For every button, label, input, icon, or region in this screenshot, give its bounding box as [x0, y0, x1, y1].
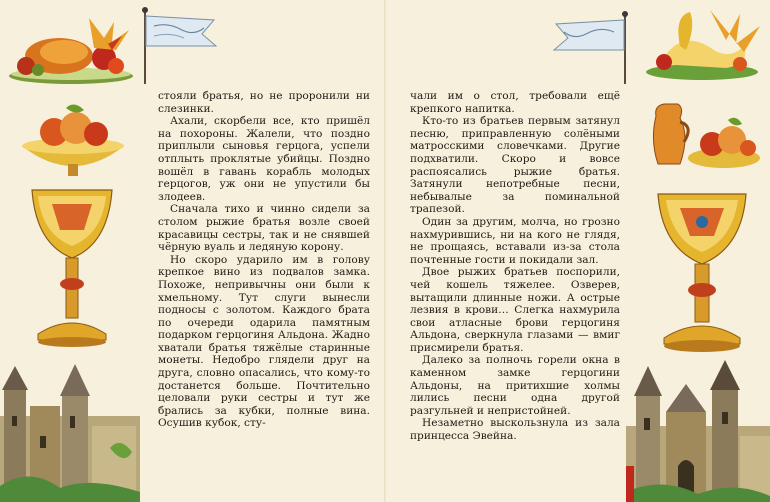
blue-pennant-banner-illustration [138, 6, 218, 84]
ornate-golden-goblet-illustration [650, 186, 754, 358]
golden-goblet-illustration [24, 184, 120, 354]
right-paragraph-2: Кто-то из братьев первым затянул песню, приправленную солёными матросскими словечками. Другие подхватили. Скоро и вовсе распоясались рыжие братья. Затянули непотребные песни, небывалые за поминальной трапезой. [410, 115, 620, 216]
right-paragraph-1: чали им о стол, требовали ещё крепкого напитка. [410, 90, 620, 115]
left-paragraph-3: Сначала тихо и чинно сидели за столом рыжие братья возле своей красавицы сестры, так и не снявшей чёрную вуаль и ледяную корону. [158, 203, 370, 254]
left-paragraph-4: Но скоро ударило им в голову крепкое вино из подвалов замка. Похоже, непривычны они были к хмельному. Тут слуги вынесли подносы с золотом. Каждого брата по очереди одарила памятным подарком герцогиня Альдона. Жадно хватали братья тяжёлые старинные монеты. Недобро глядели друг на друга, словно опасались, что кому-то достанется больше. Почтительно целовали руки сестры и тут же брались за кубки, полные вина. Осушив кубок, сту- [158, 253, 370, 430]
page-gutter [384, 0, 386, 502]
left-page-text [158, 90, 370, 430]
blue-pennant-banner-right-illustration [552, 10, 632, 84]
castle-towers-illustration [0, 356, 140, 502]
right-paragraph-4: Двое рыжих братьев поспорили, чей кошель тяжелее. Озверев, вытащили длинные ножи. А острые лезвия в крови… Слегка нахмурила свои атласные брови герцогиня Альдона, сверкнула глазами — вмиг присмирели братья. [410, 266, 620, 354]
fruit-bowl-illustration [14, 100, 132, 180]
right-paragraph-5: Далеко за полночь горели окна в каменном замке герцогини Альдоны, на притихшие холмы лились песни одна другой разгульней и непристойней. [410, 354, 620, 417]
jug-and-feast-illustration [644, 96, 764, 180]
gothic-castle-illustration [626, 356, 770, 502]
roast-fowl-platter-illustration [4, 8, 138, 88]
right-page-text [410, 90, 620, 443]
swan-centerpiece-illustration [640, 6, 768, 86]
right-paragraph-3: Один за другим, молча, но грозно нахмурившись, ни на кого не глядя, не прощаясь, вставали из-за стола почтенные гости и покидали зал. [410, 215, 620, 266]
left-paragraph-1: стояли братья, но не проронили ни слезинки. [158, 90, 370, 115]
left-paragraph-2: Ахали, скорбели все, кто пришёл на похороны. Жалели, что поздно приплыли сыновья герцога, успели отплыть проклятые убийцы. Поздно вошёл в гавань корабль молодых герцогов, уж они не упустили бы злодеев. [158, 115, 370, 203]
right-paragraph-6: Незаметно выскользнула из зала принцесса Эвейна. [410, 417, 620, 443]
